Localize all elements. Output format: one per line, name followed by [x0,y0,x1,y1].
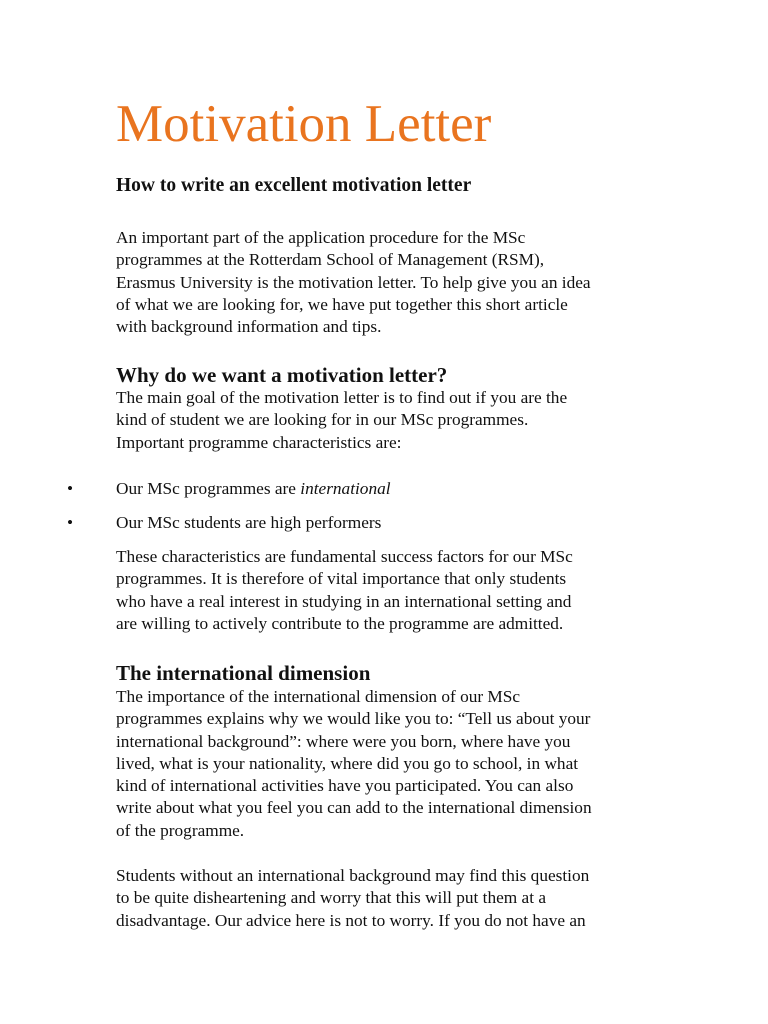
bullet-emphasis: international [300,479,391,498]
bullet-dot: • [67,479,74,498]
background-line: to be quite disheartening and worry that this will put them at a [116,888,547,908]
intro-paragraph [116,227,661,338]
characteristics-line: are willing to actively contribute to the programme are admitted. [116,613,564,633]
characteristics-paragraph [116,546,661,635]
international-paragraph [116,686,661,842]
international-line: programmes explains why we would like you to: “Tell us about your [116,709,591,729]
characteristics-line: programmes. It is therefore of vital importance that only students [116,569,567,589]
bullet-text: Our MSc programmes are international [116,479,391,498]
characteristics-line: These characteristics are fundamental success factors for our MSc [116,547,573,566]
intro-line: with background information and tips. [116,317,382,337]
why-paragraph [116,387,661,454]
why-line: Important programme characteristics are: [116,432,402,452]
section-heading-international: The international dimension [116,661,371,685]
intro-line: An important part of the application procedure for the MSc [116,228,526,247]
international-line: lived, what is your nationality, where did you go to school, in what [116,753,579,773]
background-paragraph [116,865,661,932]
bullet-text: Our MSc students are high performers [116,513,382,532]
international-line: write about what you feel you can add to the international dimension [116,798,592,818]
why-line: kind of student we are looking for in our MSc programmes. [116,410,529,430]
section-heading-why: Why do we want a motivation letter? [116,363,448,387]
international-line: kind of international activities have you participated. You can also [116,776,574,796]
characteristics-line: who have a real interest in studying in an international setting and [116,591,572,611]
background-line: disadvantage. Our advice here is not to worry. If you do not have an [116,910,586,930]
background-line: Students without an international background may find this question [116,866,590,885]
international-line: of the programme. [116,820,245,840]
international-line: The importance of the international dimension of our MSc [116,687,521,706]
why-line: The main goal of the motivation letter is to find out if you are the [116,388,568,407]
intro-line: programmes at the Rotterdam School of Management (RSM), [116,250,545,270]
document-subtitle: How to write an excellent motivation letter [116,175,472,196]
international-line: international background”: where were you born, where have you [116,731,571,751]
document-title: Motivation Letter [116,95,492,153]
intro-line: Erasmus University is the motivation letter. To help give you an idea [116,272,591,292]
bullet-dot: • [67,513,74,532]
intro-line: of what we are looking for, we have put together this short article [116,294,568,314]
